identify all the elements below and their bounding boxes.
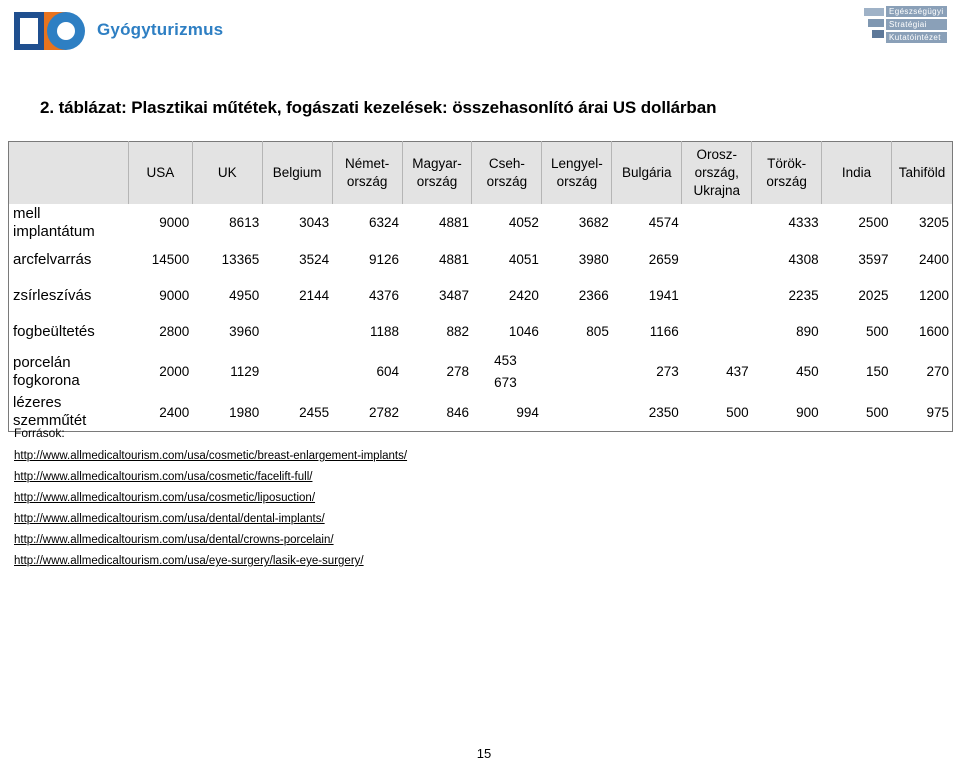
price-cell: 2455 xyxy=(262,394,332,432)
source-link[interactable]: http://www.allmedicaltourism.com/usa/cosmetic/breast-enlargement-implants/ xyxy=(14,450,408,462)
header-corner-cell xyxy=(9,142,129,204)
column-header-line: ország, xyxy=(694,164,739,180)
price-cell: 1166 xyxy=(649,324,679,339)
column-header xyxy=(472,142,542,204)
price-cell: 2800 xyxy=(159,324,190,339)
gyogyturizmus-logo xyxy=(14,12,90,50)
price-cell: 9000 xyxy=(159,215,190,230)
column-header-line: ország xyxy=(416,173,458,189)
source-link[interactable]: http://www.allmedicaltourism.com/usa/eye-surgery/lasik-eye-surgery/ xyxy=(14,555,364,567)
price-cell: 8613 xyxy=(229,215,260,230)
column-header-line: ország xyxy=(766,173,807,189)
price-cell: 2235 xyxy=(788,288,819,303)
page-number-row xyxy=(0,746,960,761)
row-label-line: szemműtét xyxy=(13,412,87,430)
price-cell: 3524 xyxy=(299,252,330,267)
price-cell: 890 xyxy=(796,324,819,339)
column-header-line: India xyxy=(841,164,872,180)
price-cell: 3682 xyxy=(578,215,609,230)
price-cell: 270 xyxy=(891,350,952,394)
column-header-line: Orosz- xyxy=(696,146,737,162)
row-label-line: implantátum xyxy=(13,222,95,240)
price-cell: 4376 xyxy=(369,288,400,303)
column-header-line: Német- xyxy=(344,155,390,171)
column-header xyxy=(332,142,402,204)
price-cell: 2350 xyxy=(612,394,682,432)
row-label xyxy=(9,350,129,394)
price-cell: 437 xyxy=(726,364,749,379)
strategic-institute-logo xyxy=(864,6,952,46)
price-cell: 1600 xyxy=(891,314,952,350)
price-comparison-table xyxy=(8,141,953,432)
price-cell xyxy=(472,350,542,394)
price-cell: 2366 xyxy=(578,288,609,303)
price-cell: 2400 xyxy=(128,394,192,432)
price-cell xyxy=(682,278,752,314)
price-value: 453 xyxy=(494,352,517,368)
price-cell: 2000 xyxy=(159,364,190,379)
price-cell: 3205 xyxy=(891,204,952,242)
price-cell xyxy=(262,350,332,394)
price-cell: 4052 xyxy=(508,215,539,230)
column-header xyxy=(752,142,822,204)
price-cell: 1129 xyxy=(230,364,260,379)
price-cell: 500 xyxy=(865,324,889,339)
column-header xyxy=(612,142,682,204)
price-cell: 1188 xyxy=(370,324,400,339)
price-cell: 2659 xyxy=(648,252,679,267)
price-cell: 500 xyxy=(682,394,752,432)
column-header-line: Bulgária xyxy=(622,164,672,180)
price-cell: 882 xyxy=(446,324,469,339)
column-header-line: ország xyxy=(346,173,388,189)
price-cell: 900 xyxy=(752,394,822,432)
price-cell: 1941 xyxy=(648,288,679,303)
price-cell: 4308 xyxy=(788,252,819,267)
row-label xyxy=(9,242,129,278)
price-cell: 2500 xyxy=(858,215,889,230)
page-number: 15 xyxy=(476,746,492,761)
price-cell: 2782 xyxy=(332,394,402,432)
price-cell: 2400 xyxy=(891,242,952,278)
price-cell: 604 xyxy=(376,364,400,379)
logo-line: Egészségügyi xyxy=(886,6,947,17)
price-cell: 13365 xyxy=(221,252,260,267)
column-header xyxy=(542,142,612,204)
price-cell: 2025 xyxy=(858,288,889,303)
row-label-line: arcfelvarrás xyxy=(13,250,92,268)
column-header-line: ország xyxy=(486,173,528,189)
table-row xyxy=(9,350,953,394)
column-header-line: ország xyxy=(556,173,598,189)
column-header-line: Tahiföld xyxy=(898,164,946,180)
price-cell: 500 xyxy=(822,394,892,432)
source-link[interactable]: http://www.allmedicaltourism.com/usa/cosmetic/facelift-full/ xyxy=(14,471,313,483)
row-label xyxy=(9,204,129,242)
column-header-line: USA xyxy=(146,164,175,180)
column-header xyxy=(128,142,192,204)
column-header-line: Török- xyxy=(767,155,807,171)
row-label-line: lézeres xyxy=(13,394,62,412)
price-cell: 975 xyxy=(891,394,952,432)
table-row xyxy=(9,278,953,314)
price-cell: 3980 xyxy=(578,252,609,267)
price-cell: 2420 xyxy=(508,288,539,303)
price-cell: 1200 xyxy=(891,278,952,314)
column-header-line: Cseh- xyxy=(488,155,525,171)
row-label-line: mell xyxy=(13,204,41,222)
source-link[interactable]: http://www.allmedicaltourism.com/usa/dental/dental-implants/ xyxy=(14,513,325,525)
price-cell: 4881 xyxy=(438,215,469,230)
table-row xyxy=(9,204,953,242)
price-value: 673 xyxy=(494,374,517,390)
column-header-line: Lengyel- xyxy=(550,155,603,171)
column-header-line: Magyar- xyxy=(412,155,462,171)
price-cell: 3043 xyxy=(299,215,330,230)
source-link[interactable]: http://www.allmedicaltourism.com/usa/dental/crowns-porcelain/ xyxy=(14,534,334,546)
price-cell xyxy=(682,242,752,278)
price-cell: 14500 xyxy=(151,252,190,267)
row-label-line: fogbeültetés xyxy=(13,322,95,340)
price-cell: 994 xyxy=(472,394,542,432)
price-cell: 3487 xyxy=(438,288,469,303)
price-cell: 273 xyxy=(656,364,679,379)
price-cell xyxy=(542,394,612,432)
price-cell: 1046 xyxy=(508,324,539,339)
sources-section xyxy=(14,426,407,572)
price-cell: 6324 xyxy=(369,215,400,230)
column-header xyxy=(682,142,752,204)
price-cell: 805 xyxy=(586,324,609,339)
price-cell xyxy=(682,314,752,350)
source-links xyxy=(14,446,407,572)
price-cell: 4574 xyxy=(648,215,679,230)
price-cell: 2144 xyxy=(299,288,330,303)
table-row xyxy=(9,314,953,350)
price-cell: 278 xyxy=(446,364,469,379)
price-cell: 3597 xyxy=(858,252,889,267)
price-cell: 4881 xyxy=(438,252,469,267)
table-title: 2. táblázat: Plasztikai műtétek, fogászati kezelések: összehasonlító árai US dollárban xyxy=(40,98,717,117)
price-cell xyxy=(262,314,332,350)
table-header-row xyxy=(9,142,953,204)
price-cell: 150 xyxy=(865,364,889,379)
row-label-line: fogkorona xyxy=(13,371,80,389)
column-header xyxy=(891,142,952,204)
price-cell: 1980 xyxy=(192,394,262,432)
row-label xyxy=(9,314,129,350)
price-cell: 4950 xyxy=(229,288,260,303)
price-cell: 4051 xyxy=(508,252,539,267)
brand-name: Gyógyturizmus xyxy=(97,20,224,39)
logo-line: Kutatóintézet xyxy=(886,32,947,43)
source-link[interactable]: http://www.allmedicaltourism.com/usa/cosmetic/liposuction/ xyxy=(14,492,316,504)
column-header-line: Ukrajna xyxy=(693,182,740,198)
column-header xyxy=(822,142,892,204)
price-cell xyxy=(682,204,752,242)
column-header xyxy=(402,142,472,204)
price-cell: 3960 xyxy=(229,324,260,339)
price-cell: 450 xyxy=(796,364,819,379)
table-row xyxy=(9,242,953,278)
price-cell: 9126 xyxy=(369,252,400,267)
column-header xyxy=(192,142,262,204)
sources-label: Források: xyxy=(14,426,65,440)
row-label xyxy=(9,278,129,314)
column-header-line: UK xyxy=(217,164,237,180)
column-header xyxy=(262,142,332,204)
price-cell xyxy=(542,350,612,394)
price-cell: 846 xyxy=(402,394,472,432)
price-cell: 4333 xyxy=(788,215,819,230)
logo-line: Stratégiai xyxy=(886,19,947,30)
row-label-line: porcelán xyxy=(13,353,71,371)
column-header-line: Belgium xyxy=(272,164,322,180)
row-label-line: zsírleszívás xyxy=(13,286,92,304)
table-body xyxy=(9,204,953,432)
price-cell: 9000 xyxy=(159,288,190,303)
